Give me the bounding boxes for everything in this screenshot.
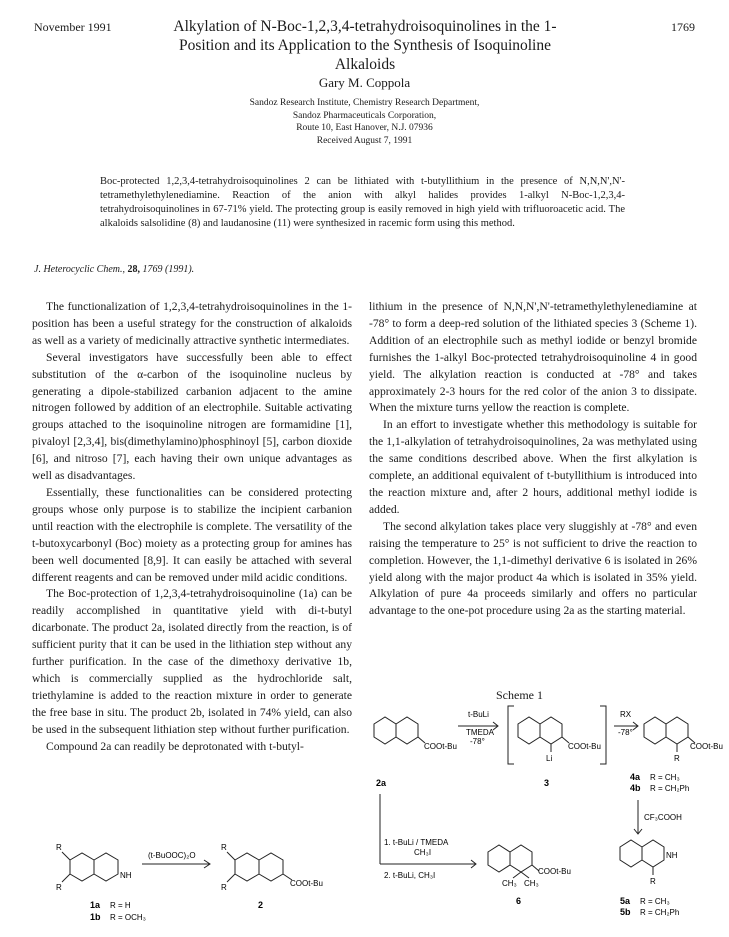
affiliation [0,97,729,147]
substituent-note: R = CH₂Ph [650,784,690,793]
paragraph: The functionalization of 1,2,3,4-tetrahydroisoquinolines in the 1-position has been a useful strategy for the construction of alkaloids as well as a variety of medicinally attractive synthetic intermediates. [32,300,352,347]
boc-label: COOt-Bu [424,742,457,751]
boc-label: COOt-Bu [690,742,723,751]
reagent-label: t-BuLi [468,710,489,719]
paragraph: The second alkylation takes place very sluggishly at -78° and even raising the temperature to 25° is not sufficient to drive the reaction to completion. However, the 1,1-dimethyl derivative 6 is isolated in 26% yield along with the major product 4a which is isolated in 35% yield. Alkylation of pure 4a proceeds similarly and offers no particular advantage to the one-pot procedure using 2a as the starting material. [369,519,697,618]
compound-label: 3 [544,778,550,788]
right-column [369,299,697,620]
reaction-arrow [634,800,642,834]
author: Gary M. Coppola [318,75,411,90]
paper-title: Alkylation of N-Boc-1,2,3,4-tetrahydroisoquinolines in the 1-Position and its Application to the Synthesis of Isoquinoline Alkaloids [173,18,557,73]
reagent-label: CH₃I [414,848,432,857]
affiliation-line: Route 10, East Hanover, N.J. 07936 [296,123,433,133]
compound-label: 5b [620,907,631,917]
compound-1-structure [62,852,118,882]
paragraph: In an effort to investigate whether this methodology is suitable for the 1,1-alkylation of tetrahydroisoquinolines, 2a was methylated using the same conditions described above. When the first alkylation is complete, an additional equivalent of t-butyllithium is introduced into the reaction mixture and, after 2 hours, additional methyl iodide is added. [369,418,697,516]
compound-label: 2 [258,900,264,910]
citation-journal: J. Heterocyclic Chem., [34,264,125,275]
compound-2a-structure [374,717,425,744]
substituent-note: R = CH₃ [640,897,670,906]
r-substituent: R [221,843,227,852]
compound-label: 4a [630,772,641,782]
compound-5-structure [620,840,664,875]
substituent-note: R = CH₃ [650,773,680,782]
compound-label: 2a [376,778,387,788]
reagent-label: (t-BuOOC)₂O [148,851,196,860]
boc-label: COOt-Bu [568,742,601,751]
li-label: Li [546,754,553,763]
reagent-label: RX [620,710,632,719]
reagent-label: 1. t-BuLi / TMEDA [384,838,449,847]
substituent-note: R = CH₂Ph [640,908,680,917]
scheme-title: Scheme 1 [496,688,543,702]
page-number: 1769 [671,20,695,34]
compound-2-structure [227,852,292,882]
r-substituent: R [221,883,227,892]
reagent-label: CF₃COOH [644,813,682,822]
citation-volume: 28, [127,264,140,275]
nh-label: NH [666,851,678,860]
reaction-arrow [142,860,210,868]
compound-label: 6 [516,896,522,906]
compound-6-structure [488,845,539,878]
left-column [32,299,352,755]
compound-3-structure [508,706,606,764]
citation-pages: 1769 (1991). [142,264,195,275]
scheme-1 [368,702,723,930]
methyl-label: CH₃ [502,879,517,888]
compound-label: 4b [630,783,641,793]
r-substituent: R [56,843,62,852]
compound-label: 5a [620,896,631,906]
paragraph: lithium in the presence of N,N,N',N'-tetramethylethylenediamine at -78° to form a deep-red solution of the lithiated species 3 (Scheme 1). Addition of an electrophile such as methyl iodide or benzyl bromide furnishes the 1-alkyl Boc-protected tetrahydroisoquinoline 4 in good yield. The alkylation reaction is conducted at -78° and takes approximately 2-3 hours for the red color of the anion 3 to dissipate. When the mixture turns yellow the reaction is complete. [369,300,697,415]
paragraph: Compound 2a can readily be deprotonated with t-butyl- [46,739,304,753]
reagent-label: TMEDA [466,728,494,737]
substituent-note: R = OCH₃ [110,913,146,922]
compound-label: 1a [90,900,101,910]
compound-label: 1b [90,912,101,922]
reagent-label: -78° [470,737,485,746]
running-header-date: November 1991 [34,20,112,34]
affiliation-line: Sandoz Pharmaceuticals Corporation, [292,110,437,121]
r-substituent: R [674,754,680,763]
boc-label: COOt-Bu [290,879,323,888]
boc-label: COOt-Bu [538,867,571,876]
nh-label: NH [120,871,132,880]
reagent-label: 2. t-BuLi, CH₃I [384,871,436,880]
prep-scheme [40,838,360,928]
received-date: Received August 7, 1991 [316,135,413,146]
compound-4-structure [644,717,695,752]
reagent-label: -78° [618,728,633,737]
affiliation-line: Sandoz Research Institute, Chemistry Research Department, [249,98,480,108]
r-substituent: R [56,883,62,892]
citation [34,264,194,275]
r-substituent: R [650,877,656,886]
paragraph: Essentially, these functionalities can be considered protecting groups whose only purpose is to stabilize the incipient carbanion until reaction with the electrophile is complete. The versatility of the t-butoxycarbonyl (Boc) moiety as a protecting group for amines has been well documented [8,9]. It can easily be attached with several different reagents and can be removed under mild acidic conditions. [32,485,352,584]
paragraph: The Boc-protection of 1,2,3,4-tetrahydroisoquinoline (1a) can be readily accomplished in quantitative yield with di-t-butyl dicarbonate. The product 2a, isolated directly from the reaction, is of sufficient purity that it can be used in the lithiation step without any further purification. In the case of the dimethoxy derivative 1b, which is commercially supplied as the hydrochloride salt, triethylamine is added to the reaction mixture in order to generate the free base in situ. The product 2b, isolated in 74% yield, can also be used in the subsequent lithiation step without further purification. [32,587,352,736]
abstract: Boc-protected 1,2,3,4-tetrahydroisoquinolines 2 can be lithiated with t-butyllithium in the presence of N,N,N',N'-tetramethylethylenediamine. Reaction of the anion with alkyl halides provides 1-alkyl N-Boc-1,2,3,4-tetrahydroisoquinolines in 67-71% yield. The protecting group is easily removed in high yield with trifluoroacetic acid. The alkaloids salsolidine (8) and laudanosine (11) were synthesized in racemic form using this method. [100,176,625,229]
substituent-note: R = H [110,901,131,910]
paragraph: Several investigators have successfully been able to effect substitution of the α-carbon of the isoquinoline nucleus by generating a dipole-stabilized carbanion adjacent to the amine nitrogen followed by addition of an electrophile. Suitable activating groups attached to the isoquinoline nitrogen are formamidine [1], pivaloyl [2,3,4], bis(dimethylamino)phosphinoyl [5], carbon dioxide [6], and nitroso [7], each having their own unique advantages as well as disadvantages. [32,350,352,483]
methyl-label: CH₃ [524,879,539,888]
